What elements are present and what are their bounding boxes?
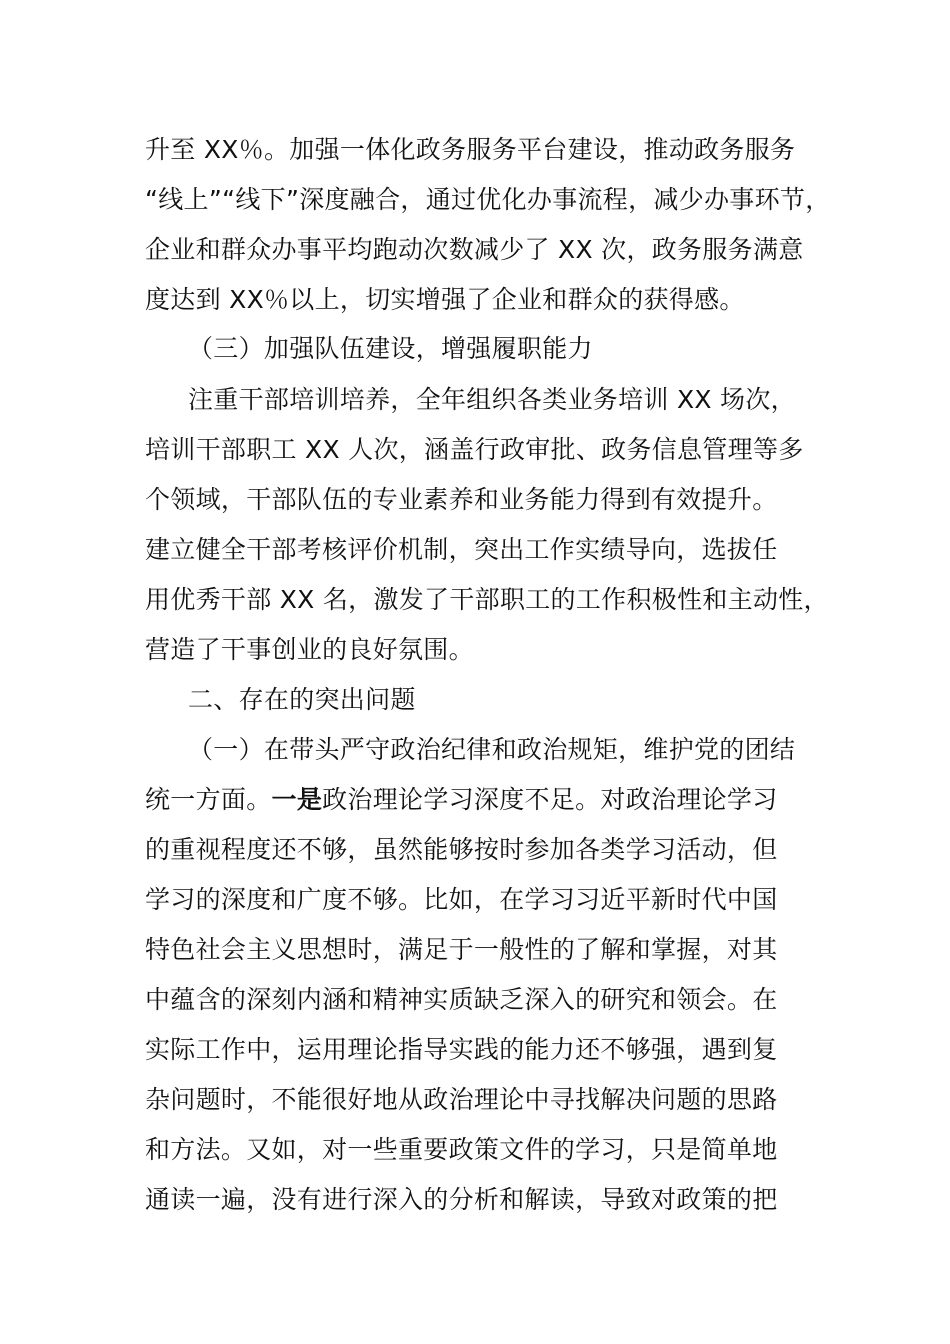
paragraph-line: 注重干部培训培养，全年组织各类业务培训 XX 场次， bbox=[188, 385, 796, 414]
subsection-heading: （一）在带头严守政治纪律和政治规矩，维护党的团结 bbox=[188, 735, 796, 764]
section-heading-2: 二、存在的突出问题 bbox=[188, 685, 416, 714]
paragraph-line bbox=[145, 780, 778, 820]
text-segment: 统一方面。 bbox=[145, 785, 272, 814]
paragraph-line: 杂问题时，不能很好地从政治理论中寻找解决问题的思路 bbox=[145, 1085, 778, 1114]
text-segment: 政治理论学习深度不足。对政治理论学习 bbox=[322, 785, 778, 814]
paragraph-line: 用优秀干部 XX 名，激发了干部职工的工作积极性和主动性， bbox=[145, 585, 829, 614]
paragraph-line: 的重视程度还不够，虽然能够按时参加各类学习活动，但 bbox=[145, 835, 778, 864]
paragraph-line: 和方法。又如，对一些重要政策文件的学习，只是简单地 bbox=[145, 1135, 778, 1164]
paragraph-line: 学习的深度和广度不够。比如，在学习习近平新时代中国 bbox=[145, 885, 778, 914]
paragraph-line: 升至 XX％。加强一体化政务服务平台建设，推动政务服务 bbox=[145, 135, 796, 164]
section-heading-3: （三）加强队伍建设，增强履职能力 bbox=[188, 334, 593, 363]
emphasis-label: 一是 bbox=[271, 785, 323, 814]
paragraph-line: 个领域，干部队伍的专业素养和业务能力得到有效提升。 bbox=[145, 485, 778, 514]
paragraph-line: 特色社会主义思想时，满足于一般性的了解和掌握，对其 bbox=[145, 935, 778, 964]
paragraph-line: 建立健全干部考核评价机制，突出工作实绩导向，选拔任 bbox=[145, 535, 778, 564]
paragraph-line: 通读一遍，没有进行深入的分析和解读，导致对政策的把 bbox=[145, 1185, 778, 1214]
paragraph-line: 中蕴含的深刻内涵和精神实质缺乏深入的研究和领会。在 bbox=[145, 985, 778, 1014]
paragraph-line: “线上”“线下”深度融合，通过优化办事流程，减少办事环节， bbox=[145, 185, 831, 214]
paragraph-line: 实际工作中，运用理论指导实践的能力还不够强，遇到复 bbox=[145, 1035, 778, 1064]
paragraph-line: 企业和群众办事平均跑动次数减少了 XX 次，政务服务满意 bbox=[145, 235, 804, 264]
paragraph-line: 培训干部职工 XX 人次，涵盖行政审批、政务信息管理等多 bbox=[145, 435, 804, 464]
paragraph-line: 营造了干事创业的良好氛围。 bbox=[145, 635, 474, 664]
paragraph-line: 度达到 XX％以上，切实增强了企业和群众的获得感。 bbox=[145, 285, 745, 314]
